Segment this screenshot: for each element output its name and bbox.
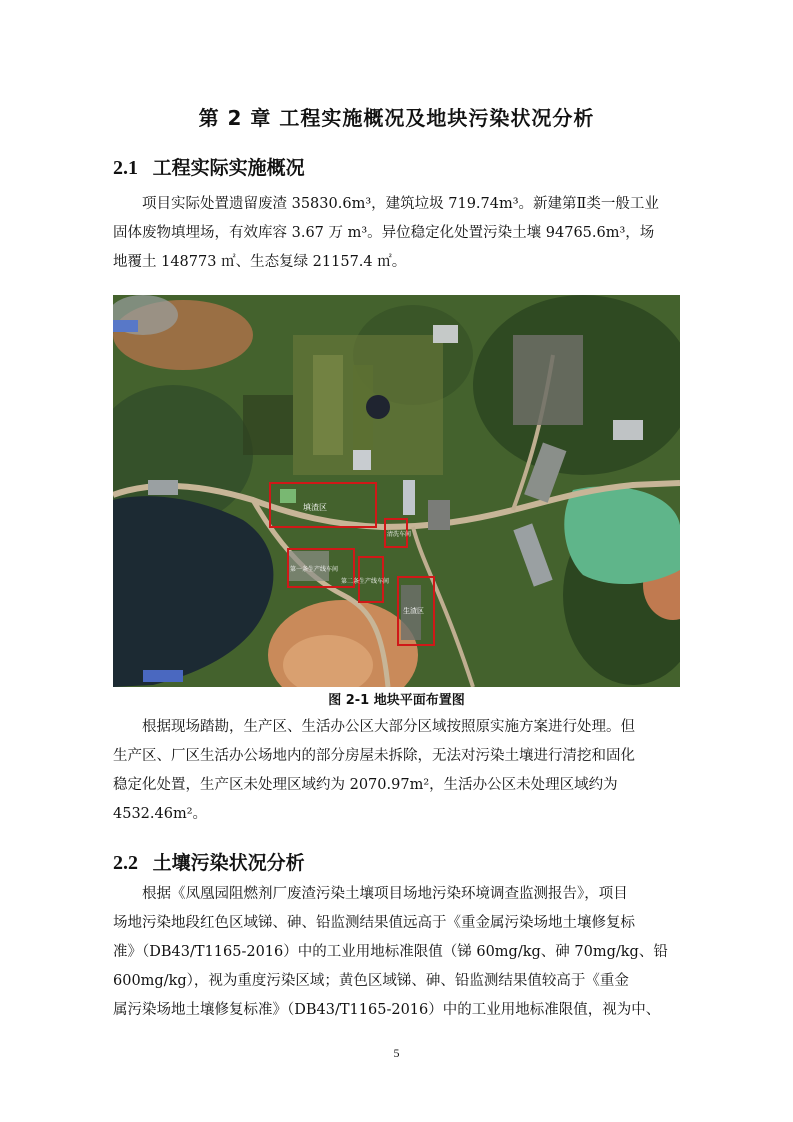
zone-label-landfill: 填渣区 xyxy=(303,503,327,512)
section-title: 工程实际实施概况 xyxy=(152,157,305,179)
zone-label-wash: 清洗车间 xyxy=(387,531,412,538)
chapter-title: 第 2 章 工程实施概况及地块污染状况分析 xyxy=(198,106,595,130)
page-number: 5 xyxy=(393,1046,400,1060)
zone-label-line1: 第一条生产线车间 xyxy=(290,566,339,573)
text-line: 稳定化处置，生产区未处理区域约为 2070.97m²，生活办公区未处理区域约为 xyxy=(113,777,618,793)
site-layout-aerial-image xyxy=(113,295,680,687)
text-line: 准》（DB43/T1165-2016）中的工业用地标准限值（锑 60mg/kg、砷 70mg/kg、铅 xyxy=(113,944,668,960)
zone-label-slag: 生渣区 xyxy=(403,607,424,615)
section-title: 土壤污染状况分析 xyxy=(152,852,305,874)
text-line: 4532.46m²。 xyxy=(113,806,208,822)
text-line: 属污染场地土壤修复标准》（DB43/T1165-2016）中的工业用地标准限值，视为中、 xyxy=(113,1002,661,1018)
site-survey-paragraph xyxy=(113,713,683,829)
zone-label-line2: 第二条生产线车间 xyxy=(341,578,390,585)
text-line: 场地污染地段红色区域锑、砷、铅监测结果值远高于《重金属污染场地土壤修复标 xyxy=(113,915,635,931)
text-line: 地覆土 148773 ㎡、生态复绿 21157.4 ㎡。 xyxy=(113,254,407,270)
text-line: 生产区、厂区生活办公场地内的部分房屋未拆除，无法对污染土壤进行清挖和固化 xyxy=(113,748,635,764)
text-line: 根据现场踏勘，生产区、生活办公区大部分区域按照原实施方案进行处理。但 xyxy=(142,719,635,735)
text-line: 根据《凤凰园阻燃剂厂废渣污染土壤项目场地污染环境调查监测报告》，项目 xyxy=(142,886,628,902)
text-line: 固体废物填埋场，有效库容 3.67 万 m³。异位稳定化处置污染土壤 94765.6m³，场 xyxy=(113,225,655,241)
section-number: 2.1 xyxy=(113,157,138,179)
text-line: 600mg/kg），视为重度污染区域；黄色区域锑、砷、铅监测结果值较高于《重金 xyxy=(113,973,629,989)
text-line: 项目实际处置遗留废渣 35830.6m³，建筑垃圾 719.74m³。新建第Ⅱ类一般工业 xyxy=(142,196,659,212)
section2-paragraph xyxy=(113,880,683,1025)
section-number: 2.2 xyxy=(113,852,138,874)
figure-caption: 图 2-1 地块平面布置图 xyxy=(328,693,465,708)
section-heading-2-1 xyxy=(113,153,305,180)
section-heading-2-2 xyxy=(113,848,305,875)
section1-paragraph xyxy=(113,190,683,277)
